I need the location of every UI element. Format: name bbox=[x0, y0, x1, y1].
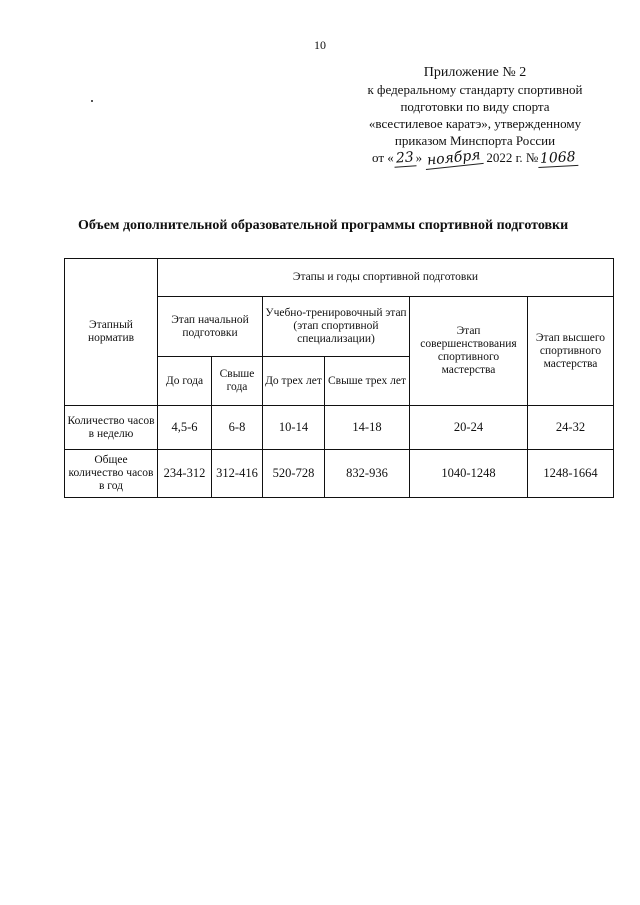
appendix-line-4: «всестилевое каратэ», утвержденному bbox=[368, 116, 582, 131]
order-line bbox=[340, 149, 610, 167]
sub-header-cell: До трех лет bbox=[263, 357, 325, 406]
appendix-line-3: подготовки по виду спорта bbox=[400, 99, 550, 114]
value-cell: 1248-1664 bbox=[528, 450, 614, 498]
page-number: 10 bbox=[314, 38, 326, 52]
order-number-handwritten: 1068 bbox=[538, 150, 578, 168]
table-row bbox=[65, 406, 614, 450]
value-cell: 24-32 bbox=[528, 406, 614, 450]
sub-header-cell: Свыше трех лет bbox=[325, 357, 410, 406]
appendix-line-2: к федеральному стандарту спортивной bbox=[367, 82, 583, 97]
value-cell: 14-18 bbox=[325, 406, 410, 450]
sub-header-cell: Свыше года bbox=[212, 357, 263, 406]
value-cell: 6-8 bbox=[212, 406, 263, 450]
norms-table bbox=[64, 258, 614, 498]
appendix-block bbox=[340, 64, 610, 167]
row-label-cell: Общее количество часов в год bbox=[65, 450, 158, 498]
value-cell: 520-728 bbox=[263, 450, 325, 498]
stage-training-header: Учебно-тренировочный этап (этап спортивной специализации) bbox=[263, 297, 410, 357]
value-cell: 234-312 bbox=[158, 450, 212, 498]
value-cell: 312-416 bbox=[212, 450, 263, 498]
stage-improvement-header: Этап совершенствования спортивного мастерства bbox=[410, 297, 528, 406]
order-prefix: от « bbox=[372, 150, 394, 165]
order-month-handwritten: ноября bbox=[425, 148, 484, 170]
value-cell: 20-24 bbox=[410, 406, 528, 450]
value-cell: 832-936 bbox=[325, 450, 410, 498]
value-cell: 10-14 bbox=[263, 406, 325, 450]
appendix-line-1: Приложение № 2 bbox=[423, 65, 527, 80]
value-cell: 1040-1248 bbox=[410, 450, 528, 498]
order-mid: » bbox=[415, 150, 423, 165]
document-title: Объем дополнительной образовательной программы спортивной подготовки bbox=[78, 218, 569, 233]
order-day-handwritten: 23 bbox=[393, 150, 416, 167]
value-cell: 4,5-6 bbox=[158, 406, 212, 450]
row-label-cell: Количество часов в неделю bbox=[65, 406, 158, 450]
table-row bbox=[65, 450, 614, 498]
order-year: 2022 г. № bbox=[486, 150, 539, 165]
scan-speck bbox=[91, 100, 93, 102]
top-header-cell: Этапы и годы спортивной подготовки bbox=[158, 259, 614, 297]
stage-higher-header: Этап высшего спортивного мастерства bbox=[528, 297, 614, 406]
sub-header-cell: До года bbox=[158, 357, 212, 406]
stage-initial-header: Этап начальной подготовки bbox=[158, 297, 263, 357]
row-header-cell: Этапный норматив bbox=[65, 259, 158, 406]
appendix-line-5: приказом Минспорта России bbox=[394, 133, 556, 148]
